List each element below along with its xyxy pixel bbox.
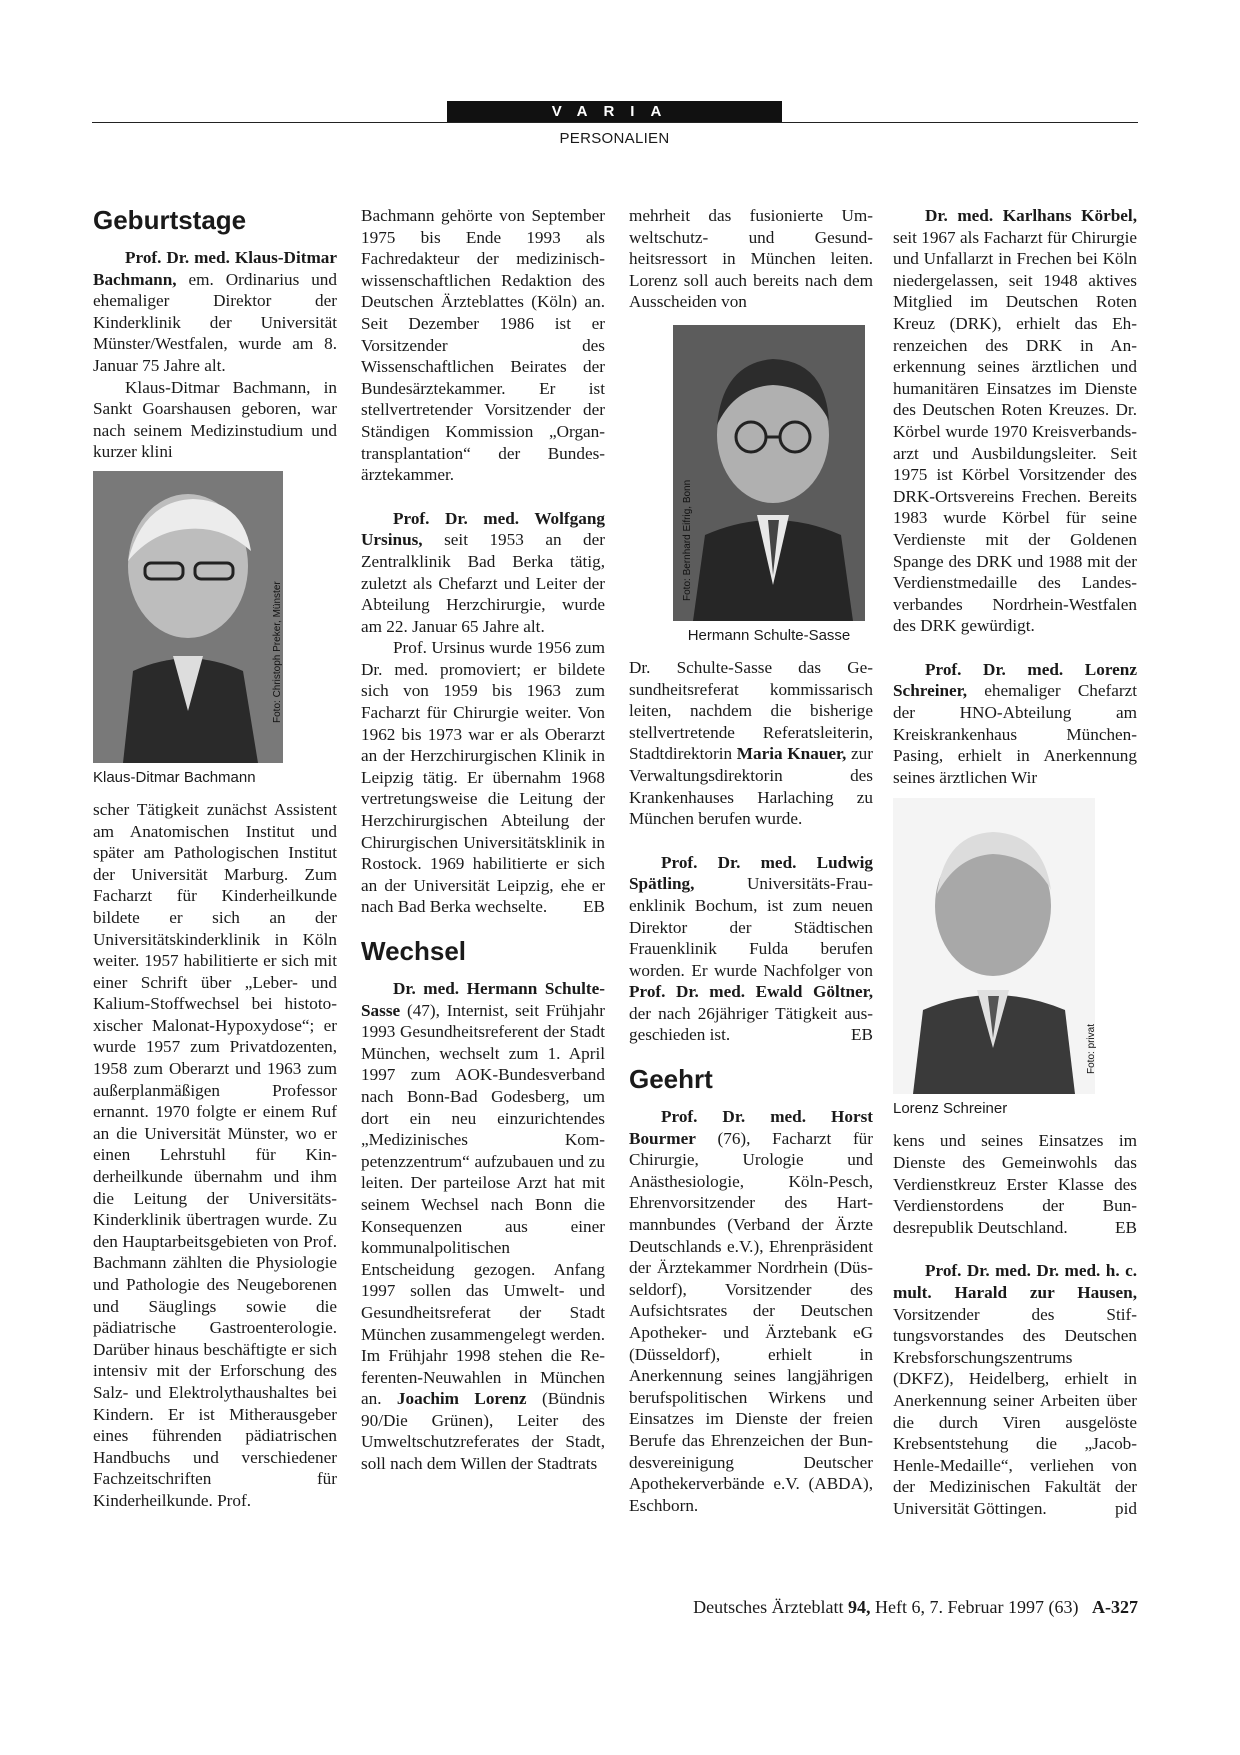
portrait-image — [93, 471, 283, 763]
person-name: Dr. med. Karlhans Körbel, — [925, 206, 1137, 225]
paragraph-knauer: Dr. Schulte-Sasse das Gesundheitsreferat kommissarisch leiten, nachdem die bisherige stellvertretende Referatsleiterin, Stadtdirektorin Maria Knauer, zur Verwaltungsdirektorin des Krankenhauses Harlaching zu München berufen wurde. — [629, 657, 873, 829]
paragraph-spaetling: Prof. Dr. med. Ludwig Spätling, Universitäts-Frauenklinik Bochum, ist zum neuen Direktor der Städtischen Frauenklinik Fulda berufen worden. Er wurde Nachfolger von Prof. Dr. med. Ewald Göltner, der nach 26jähriger Tätigkeit ausgeschieden ist. EB — [629, 852, 873, 1045]
author-sign: EB — [583, 897, 605, 917]
author-sign: pid — [1115, 1498, 1137, 1518]
header-rule — [92, 122, 1138, 123]
author-sign: EB — [851, 1025, 873, 1045]
paragraph-koerbel: Dr. med. Karlhans Körbel, seit 1967 als Facharzt für Chirurgie und Unfallarzt in Frechen bei Köln niedergelassen, seit 1948 aktives Mitglied im Deutschen Roten Kreuz (DRK), erhielt das Ehrenzeichen des DRK in Anerkennung seines ärztlichen und humanitären Einsatzes im Dienste des Deutschen Roten Kreuzes. Dr. Körbel wurde 1970 Kreisverbandsarzt und Ausbildungsleiter. Seit 1975 ist Körbel Vorsitzender des DRK-Ortsvereins Frechen. Bereits 1983 wurde Körbel für seine Verdienste mit der Goldenen Spange des DRK und 1988 mit der Verdienstmedaille des Landesverbandes Nordrhein-Westfalen des DRK gewürdigt. — [893, 206, 1137, 636]
person-name: Maria Knauer, — [736, 744, 847, 764]
paragraph-ursinus-intro: Prof. Dr. med. Wolfgang Ursinus, seit 1953 an der Zentralklinik Bad Berka tätig, zuletzt als Chefarzt und Leiter der Abteilung Herzchirurgie, wurde am 22. Januar 65 Jahre alt. — [361, 508, 605, 636]
journal-name: Deutsches Ärzteblatt — [693, 1597, 844, 1617]
page-footer — [600, 1597, 1138, 1618]
section-label: VARIA — [447, 101, 782, 123]
portrait-image — [673, 325, 865, 621]
photo-schulte-sasse — [673, 325, 865, 621]
photo-credit: Foto: privat — [1086, 1024, 1097, 1075]
paragraph-schreiner-intro: Prof. Dr. med. Lorenz Schreiner, ehemaliger Chefarzt der HNO-Abteilung am Kreiskrankenhaus München-Pasing, erhielt in Anerkennung seines ärztlichen Wir — [893, 659, 1137, 787]
column-1 — [93, 205, 337, 1512]
person-name: Joachim Lorenz — [396, 1389, 527, 1409]
journal-volume: 94, — [848, 1597, 871, 1617]
paragraph-bachmann-bio-start: Klaus-Ditmar Bachmann, in Sankt Goarshausen geboren, war nach seinem Medizinstudium und kurzer klini — [93, 377, 337, 462]
page-number: A-327 — [1092, 1597, 1138, 1617]
column-2 — [361, 205, 605, 1475]
photo-bachmann — [93, 471, 283, 763]
photo-credit: Foto: Bernhard Eifrig, Bonn — [682, 479, 693, 601]
paragraph-bachmann-bio-end: Bachmann gehörte von September 1975 bis Ende 1993 als Fachredakteur der medizinisch-wissenschaftlichen Redaktion des Deutschen Ärzteblattes (Köln) an. Seit Dezember 1986 ist er Vorsitzender des Wissenschaftlichen Beirates der Bundesärztekammer. Er ist stellvertretender Vorsitzender der Ständigen Kommission „Organtransplantation“ der Bundesärztekammer. — [361, 206, 605, 485]
person-name: Prof. Dr. med. Ludwig Spätling, — [629, 852, 873, 894]
person-name: Prof. Dr. med. Lorenz Schreiner, — [893, 659, 1137, 701]
paragraph-schulte-sasse: Dr. med. Hermann Schulte-Sasse (47), Internist, seit Frühjahr 1993 Gesundheitsreferent der Stadt München, wechselt zum 1. April 1997 zum AOK-Bundesverband nach Bonn-Bad Godesberg, um dort ein neu einzurichtendes „Medizinisches Kompetenzzentrum“ aufzubauen und zu leiten. Der parteilose Arzt hat mit seinem Wechsel nach Bonn die Konsequenzen aus einer kommunalpolitischen Entscheidung gezogen. Anfang 1997 sollen das Umwelt- und Gesundheitsreferat der Stadt München zusammengelegt werden. Im Frühjahr 1998 stehen die Referenten-Neuwahlen in München an. Joachim Lorenz (Bündnis 90/Die Grünen), Leiter des Umweltschutzreferates der Stadt, soll nach dem Willen der Stadtrats — [361, 979, 605, 1474]
heading-geburtstage: Geburtstage — [93, 205, 247, 235]
paragraph-bourmer: Prof. Dr. med. Horst Bourmer (76), Facharzt für Chirurgie, Urologie und Anästhesiologie, Köln-Pesch, Ehrenvorsitzender des Hartmannbundes (Verband der Ärzte Deutschlands e.V.), Ehrenpräsident der Ärztekammer Nordrhein (Düsseldorf), Vorsitzender des Aufsichtsrates der Deutschen Apotheker- und Ärztebank eG (Düsseldorf), erhielt in Anerkennung seines langjährigen berufspolitischen Wirkens und Einsatzes im Dienste der freien Berufe das Ehrenzeichen der Bundesvereinigung Deutscher Apothekerverbände e.V. (ABDA), Eschborn. — [629, 1107, 873, 1515]
photo-caption: Klaus-Ditmar Bachmann — [93, 768, 256, 786]
person-name: Dr. med. Hermann Schulte-Sasse — [361, 979, 605, 1020]
paragraph-zur-hausen: Prof. Dr. med. Dr. med. h. c. mult. Harald zur Hausen, Vorsitzender des Stiftungsvorstandes des Deutschen Krebsforschungszentrums (DKFZ), Heidelberg, erhielt in Anerkennung seiner Arbeiten über die durch Viren ausgelöste Krebsentstehung die „Jacob-Henle-Medaille“, verliehen von der Medizinischen Fakultät der Universität Göttingen. pid — [893, 1261, 1137, 1518]
photo-schreiner — [893, 798, 1095, 1094]
heading-geehrt: Geehrt — [629, 1064, 713, 1095]
photo-caption: Lorenz Schreiner — [893, 1100, 1008, 1118]
column-4 — [893, 205, 1137, 1520]
person-name: Prof. Dr. med. Ewald Göltner, — [629, 982, 873, 1002]
paragraph-bachmann-bio-cont: scher Tätigkeit zunächst Assistent am Anatomischen Institut und später am Pathologischen Institut der Universität Marburg. Zum Facharzt für Kinderheilkunde bildete er sich an der Universitätskinderklinik in Köln weiter. 1957 habilitierte er sich mit einer Schrift über „Leber- und Kalium-Stoffwechsel bei histotoxischer Malonat-Hypoxydose“; er wurde 1957 zum Privatdozenten, 1958 zum Oberarzt und 1963 zum außerplanmäßigen Professor ernannt. 1970 folgte er einem Ruf an die Universität Münster, wo er einen Lehrstuhl für Kinderheilkunde übernahm und ihm die Leitung der Universitäts-Kinderklinik übertragen wurde. Zu den Hauptarbeitsgebieten von Prof. Bachmann zählten die Physiologie und Pathologie des Neugeborenen und Säuglings sowie die pädiatrische Gastroenterologie. Darüber hinaus beschäftigte er sich intensiv mit der Erforschung des Salz- und Elektrolythaushaltes bei Kindern. Er ist Mitherausgeber eines führenden pädiatrischen Handbuchs und verschiedener Fachzeitschriften für Kinderheilkunde. Prof. — [93, 799, 337, 1510]
person-name: Prof. Dr. med. Dr. med. h. c. mult. Harald zur Hausen, — [893, 1261, 1137, 1302]
photo-caption: Hermann Schulte-Sasse — [687, 626, 851, 644]
journal-issue: Heft 6, 7. Februar 1997 (63) — [875, 1597, 1079, 1617]
portrait-image — [893, 798, 1095, 1094]
heading-wechsel: Wechsel — [361, 936, 467, 966]
person-name: Prof. Dr. med. Wolfgang Ursinus, — [361, 508, 605, 550]
column-3 — [629, 205, 873, 1516]
paragraph-lorenz-cont: mehrheit das fusionierte Umweltschutz- und Gesundheitsressort in München leiten. Lorenz soll auch bereits nach dem Ausscheiden von — [629, 206, 873, 312]
photo-credit: Foto: Christoph Preker, Münster — [272, 581, 283, 723]
person-name: Prof. Dr. med. Horst Bourmer — [629, 1107, 873, 1148]
author-sign: EB — [1115, 1217, 1137, 1237]
paragraph-schreiner-cont: kens und seines Einsatzes im Dienste des Gemeinwohls das Verdienstkreuz Erster Klasse des Verdienstordens der Bundesrepublik Deutschland. EB — [893, 1131, 1137, 1237]
paragraph-ursinus-bio: Prof. Ursinus wurde 1956 zum Dr. med. promoviert; er bildete sich von 1959 bis 1963 zum Facharzt für Chirurgie weiter. Von 1962 bis 1973 war er als Oberarzt an der Herzchirurgischen Klinik in Leipzig tätig. Er übernahm 1968 vertretungsweise die Leitung der Herzchirurgischen Abteilung der Chirurgischen Universitätsklinik in Rostock. 1969 habilitierte er sich an der Universität Leipzig, ehe er nach Bad Berka wechselte. EB — [361, 638, 605, 917]
paragraph-bachmann-intro: Prof. Dr. med. Klaus-Ditmar Bachmann, em. Ordinarius und ehemaliger Direktor der Kinderklinik der Universität Münster/Westfalen, wurde am 8. Januar 75 Jahre alt. — [93, 248, 337, 375]
subsection-label: PERSONALIEN — [559, 130, 670, 147]
person-name: Prof. Dr. med. Klaus-Ditmar Bachmann, — [93, 248, 337, 289]
